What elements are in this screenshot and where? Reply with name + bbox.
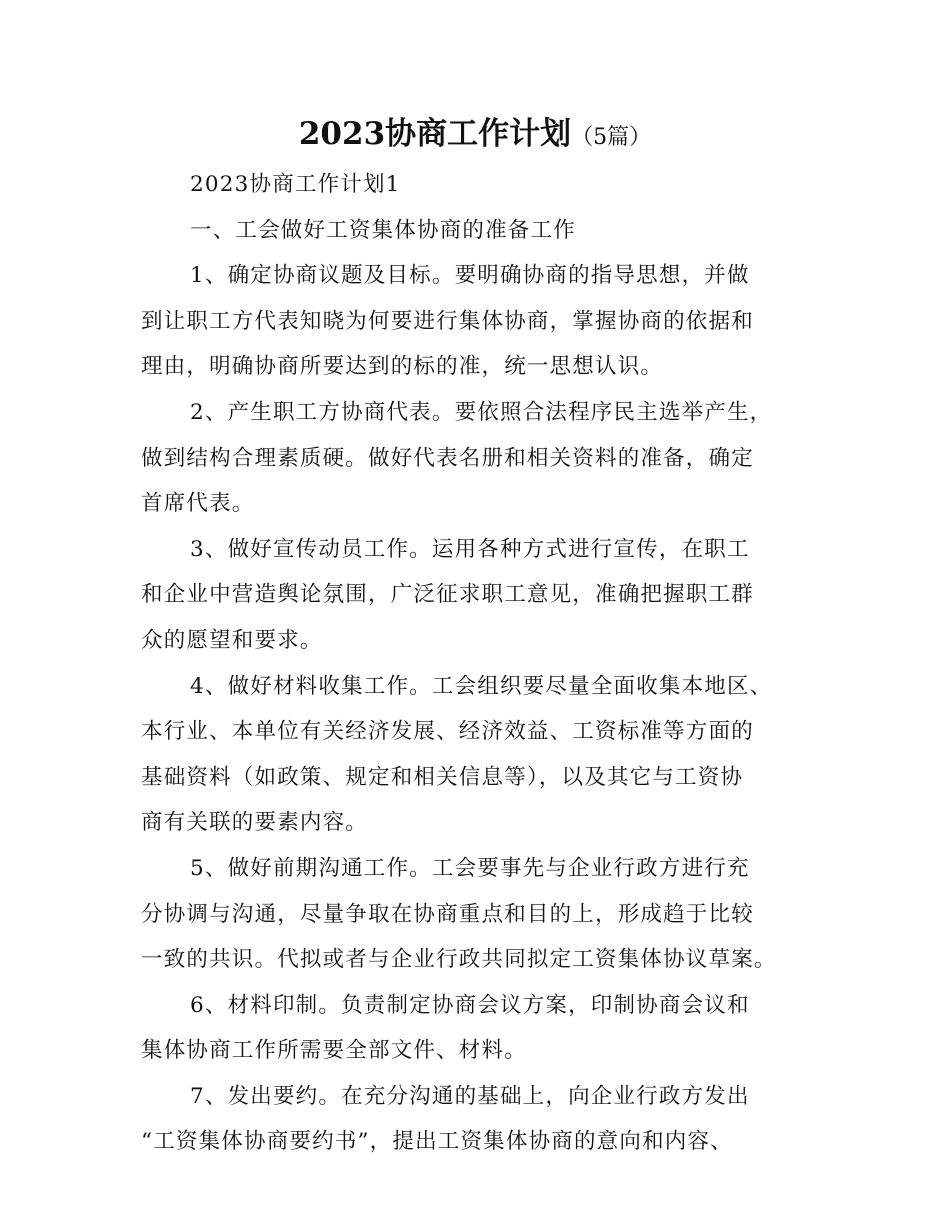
paragraph-line: 4、做好材料收集工作。工会组织要尽量全面收集本地区、	[190, 673, 773, 699]
paragraph-line: 到让职工方代表知晓为何要进行集体协商，掌握协商的依据和	[141, 308, 754, 334]
paragraph-line: 理由，明确协商所要达到的标的准，统一思想认识。	[141, 354, 664, 380]
paragraph-line: 众的愿望和要求。	[141, 627, 323, 653]
paragraph-line: 6、材料印制。负责制定协商会议方案，印制协商会议和	[190, 992, 750, 1018]
paragraph-line: 3、做好宣传动员工作。运用各种方式进行宣传，在职工	[190, 536, 750, 562]
document-title	[0, 112, 950, 160]
paragraph-line: 分协调与沟通，尽量争取在协商重点和目的上，形成趋于比较	[141, 901, 754, 927]
subsection-heading: 一、工会做好工资集体协商的准备工作	[190, 217, 576, 243]
paragraph-line: 7、发出要约。在充分沟通的基础上，向企业行政方发出	[190, 1083, 750, 1109]
title-main: 2023协商工作计划	[298, 116, 572, 152]
paragraph-line: “工资集体协商要约书”，提出工资集体协商的意向和内容、	[141, 1129, 733, 1155]
section-heading: 2023协商工作计划1	[190, 172, 401, 197]
paragraph-line: 一致的共识。代拟或者与企业行政共同拟定工资集体协议草案。	[141, 947, 777, 973]
document-body	[141, 162, 831, 1165]
paragraph-line: 首席代表。	[141, 491, 255, 517]
paragraph-line: 集体协商工作所需要全部文件、材料。	[141, 1038, 527, 1064]
paragraph-line: 基础资料（如政策、规定和相关信息等），以及其它与工资协	[141, 764, 744, 790]
paragraph-line: 商有关联的要素内容。	[141, 810, 369, 836]
paragraph-line: 2、产生职工方协商代表。要依照合法程序民主选举产生，	[190, 399, 773, 425]
paragraph-line: 做到结构合理素质硬。做好代表名册和相关资料的准备，确定	[141, 445, 754, 471]
paragraph-line: 1、确定协商议题及目标。要明确协商的指导思想，并做	[190, 263, 750, 289]
paragraph-line: 和企业中营造舆论氛围，广泛征求职工意见，准确把握职工群	[141, 582, 754, 608]
paragraph-line: 5、做好前期沟通工作。工会要事先与企业行政方进行充	[190, 855, 750, 881]
title-paren: （5篇）	[571, 125, 652, 150]
paragraph-line: 本行业、本单位有关经济发展、经济效益、工资标准等方面的	[141, 719, 754, 745]
